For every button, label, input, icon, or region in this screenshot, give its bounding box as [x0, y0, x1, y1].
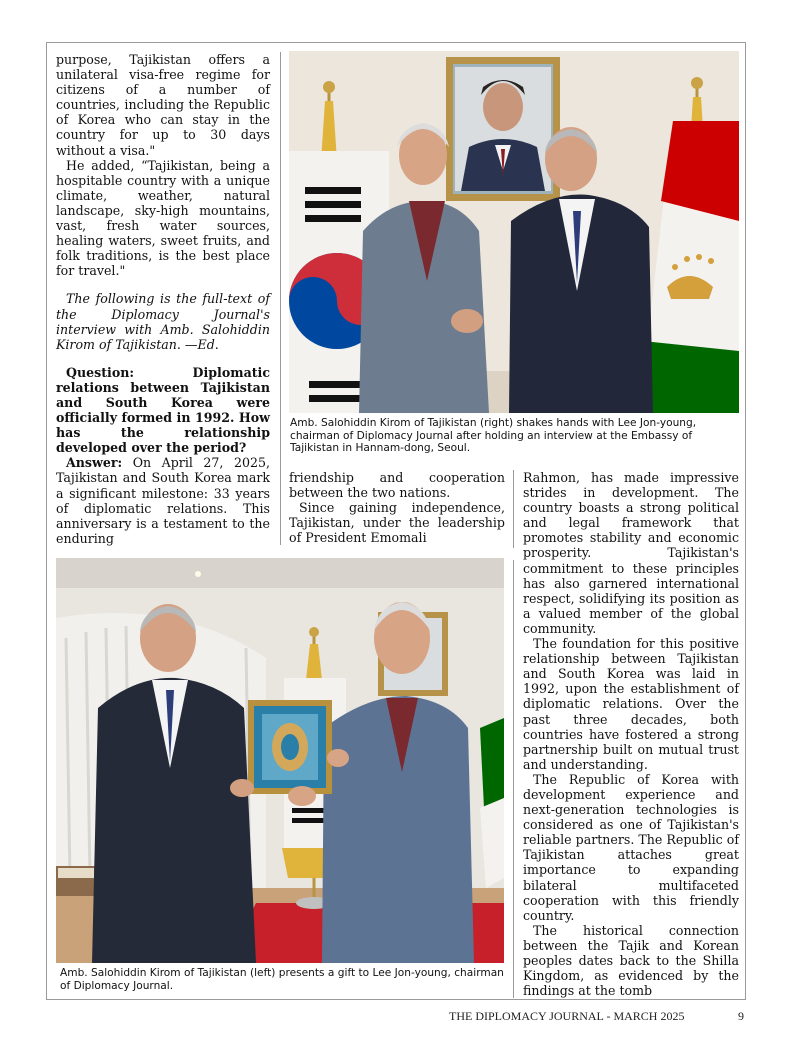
paragraph: purpose, Tajikistan offers a unilateral visa-free regime for citizens of a number of countries, including the Republic of Korea who can stay in the country for up to 30 days without a visa.": [56, 52, 270, 158]
paragraph: Rahmon, has made impressive strides in development. The country boasts a strong political and legal framework that promotes stability and economic prosperity. Tajikistan's commitment to these principles has also garnered international respect, solidifying its position as a valued member of the global community.: [523, 470, 739, 636]
paragraph: He added, “Tajikistan, being a hospitable country with a unique climate, weather, natural landscape, sky-high mountains, vast, fresh water sources, healing waters, sweet fruits, and folk traditions, is the best place for travel.": [56, 157, 270, 279]
caption-top: Amb. Salohiddin Kirom of Tajikistan (right) shakes hands with Lee Jon-young, chairman of Diplomacy Journal after holding an interview at the Embassy of Tajikistan in Hannam-dong, Seoul.: [290, 417, 697, 455]
answer-label: Answer:: [66, 455, 123, 471]
caption-bottom: Amb. Salohiddin Kirom of Tajikistan (left) presents a gift to Lee Jon-young, chairman of Diplomacy Journal.: [60, 967, 504, 992]
column-divider: [513, 470, 514, 548]
editor-note: The following is the full-text of the Diplomacy Journal's interview with Amb. Salohiddin Kirom of Tajikistan. —Ed.: [56, 291, 270, 352]
gift-photo-image: [56, 558, 504, 963]
question: [56, 365, 270, 456]
column-1-text: [56, 52, 270, 546]
column-2-text: [289, 470, 505, 545]
answer: [56, 455, 270, 546]
column-divider: [280, 52, 281, 545]
paragraph: The Republic of Korea with development experience and next-generation technologies is considered as one of Tajikistan's reliable partners. The Republic of Tajikistan attaches great importance to expanding bilateral multifaceted cooperation with this friendly country.: [523, 771, 739, 923]
paragraph: friendship and cooperation between the two nations.: [289, 470, 505, 501]
handshake-photo-image: [289, 51, 739, 413]
question-label: Question:: [66, 364, 135, 380]
answer-text: On April 27, 2025, Tajikistan and South Korea mark a significant milestone: 33 years of diplomatic relations. This anniversary is a testament to the enduring: [56, 455, 270, 546]
page-number: 9: [738, 1009, 744, 1023]
question-text: Diplomatic relations between Tajikistan and South Korea were officially formed in 1992. How has the relationship developed over the period?: [56, 364, 270, 456]
photo-handshake: [289, 51, 739, 413]
photo-gift: [56, 558, 504, 963]
column-3-text: [523, 470, 739, 998]
column-divider: [513, 560, 514, 998]
paragraph: Since gaining independence, Tajikistan, under the leadership of President Emomali: [289, 500, 505, 546]
paragraph: The foundation for this positive relationship between Tajikistan and South Korea was laid in 1992, upon the establishment of diplomatic relations. Over the past three decades, both countries have fostered a strong partnership built on mutual trust and understanding.: [523, 636, 739, 772]
footer-publication: THE DIPLOMACY JOURNAL - MARCH 2025: [449, 1009, 685, 1023]
paragraph: The historical connection between the Tajik and Korean peoples dates back to the Shilla Kingdom, as evidenced by the findings at the tomb: [523, 922, 739, 999]
